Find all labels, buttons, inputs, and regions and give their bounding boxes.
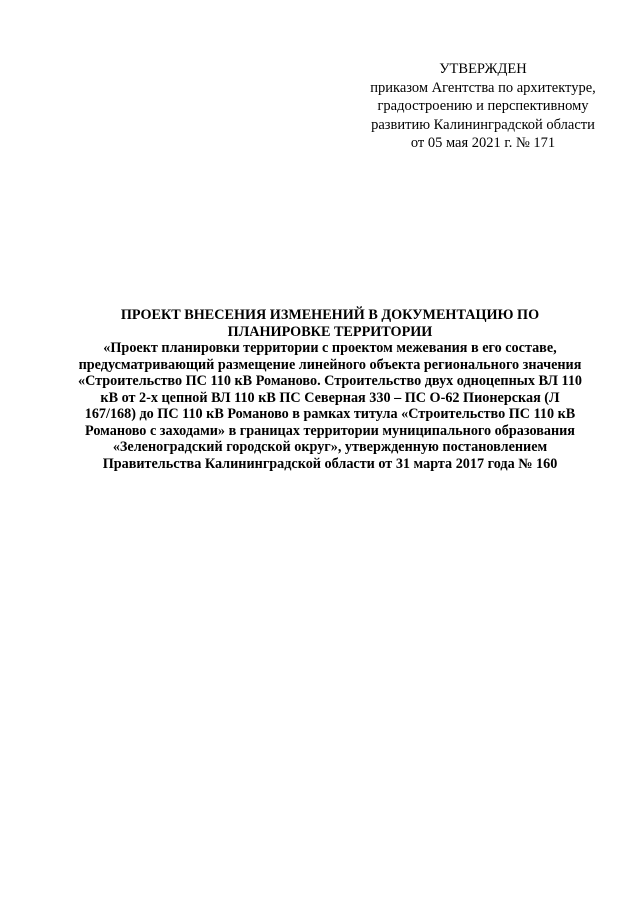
approval-stamp	[358, 60, 608, 153]
approval-line: развитию Калининградской области	[371, 116, 595, 133]
approval-heading: УТВЕРЖДЕН	[439, 61, 527, 77]
document-subtitle-line: кВ от 2-х цепной ВЛ 110 кВ ПС Северная 330 – ПС О-62 Пионерская (Л	[100, 389, 560, 406]
document-subtitle-line: предусматривающий размещение линейного объекта регионального значения	[78, 356, 582, 373]
document-title: ПЛАНИРОВКЕ ТЕРРИТОРИИ	[227, 323, 433, 340]
document-subtitle-line: «Проект планировки территории с проектом межевания в его составе,	[103, 340, 557, 356]
document-subtitle-line: Романово с заходами» в границах территории муниципального образования	[85, 422, 575, 439]
document-subtitle-line: 167/168) до ПС 110 кВ Романово в рамках титула «Строительство ПС 110 кВ	[84, 406, 576, 422]
approval-date-line: от 05 мая 2021 г. № 171	[410, 135, 556, 151]
document-title-block	[70, 307, 590, 472]
document-subtitle-line: «Зеленоградский городской округ», утвержденную постановлением	[112, 439, 548, 455]
approval-line: градостроению и перспективному	[377, 98, 589, 114]
document-title: ПРОЕКТ ВНЕСЕНИЯ ИЗМЕНЕНИЙ В ДОКУМЕНТАЦИЮ ПО	[120, 307, 540, 323]
approval-line: приказом Агентства по архитектуре,	[370, 79, 596, 96]
document-subtitle-line: «Строительство ПС 110 кВ Романово. Строительство двух одноцепных ВЛ 110	[77, 373, 583, 389]
document-subtitle-line: Правительства Калининградской области от 31 марта 2017 года № 160	[102, 455, 558, 472]
